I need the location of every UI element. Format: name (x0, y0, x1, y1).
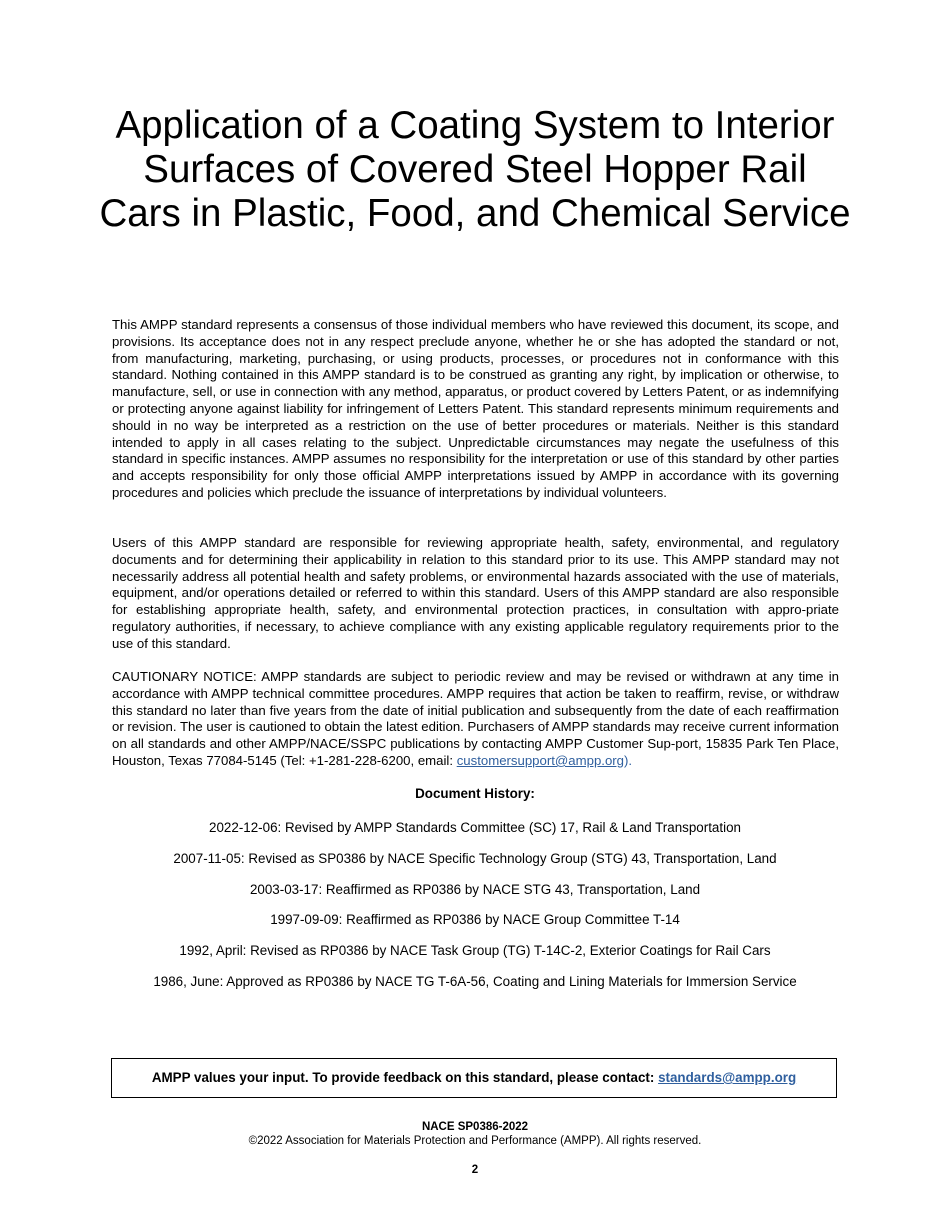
page-number: 2 (471, 1164, 479, 1176)
history-entry: 1997-09-09: Reaffirmed as RP0386 by NACE Group Committee T-14 (270, 912, 680, 928)
history-entry: 1992, April: Revised as RP0386 by NACE Task Group (TG) T-14C-2, Exterior Coatings for Rail Cars (179, 943, 771, 959)
standards-email-link[interactable]: standards@ampp.org (658, 1070, 797, 1085)
title-line: Application of a Coating System to Interior (115, 104, 835, 147)
history-entry: 2022-12-06: Revised by AMPP Standards Committee (SC) 17, Rail & Land Transportation (209, 820, 741, 835)
history-entry: 1986, June: Approved as RP0386 by NACE TG T-6A-56, Coating and Lining Materials for Immersion Service (153, 973, 797, 989)
feedback-box (111, 1058, 837, 1098)
copyright-notice: ©2022 Association for Materials Protection and Performance (AMPP). All rights reserved. (248, 1135, 702, 1147)
title-line: Cars in Plastic, Food, and Chemical Service (99, 192, 851, 235)
history-entry: 2007-11-05: Revised as SP0386 by NACE Specific Technology Group (STG) 43, Transportation, Land (173, 850, 777, 866)
cautionary-notice-tail: ). (624, 752, 633, 768)
cautionary-notice-paragraph (112, 669, 839, 770)
feedback-text: AMPP values your input. To provide feedback on this standard, please contact: (151, 1070, 659, 1085)
consensus-paragraph: This AMPP standard represents a consensus of those individual members who have reviewed this document, its scope, and provisions. Its acceptance does not in any respect preclude anyone, whether he or she has adopted the standard or not, from manufacturing, marketing, purchasing, or using products, processes, or procedures not in conformance with this standard. Nothing contained in this AMPP standard is to be construed as granting any right, by implication or otherwise, to manufacture, sell, or use in connection with any method, apparatus, or product covered by Letters Patent, or as indemnifying or protecting anyone against liability for infringement of Letters Patent. This standard represents minimum requirements and should in no way be interpreted as a restriction on the use of better procedures or materials. Neither is this standard intended to apply in all cases relating to the subject. Unpredictable circumstances may negate the usefulness of this standard in specific instances. AMPP assumes no responsibility for the interpretation or use of this standard by other parties and accepts responsibility for only those official AMPP interpretations issued by AMPP in accordance with its governing procedures and policies which preclude the issuance of interpretations by individual volunteers. (112, 317, 839, 500)
users-responsibility-paragraph: Users of this AMPP standard are responsible for reviewing appropriate health, safety, environmental, and regulatory documents and for determining their applicability in relation to this standard prior to its use. This AMPP standard may not necessarily address all potential health and safety problems, or environmental hazards associated with the use of materials, equipment, and/or operations detailed or referred to within this standard. Users of this AMPP standard are also responsible for establishing appropriate health, safety, and environmental protection practices, in consultation with appro-priate regulatory authorities, if necessary, to achieve compliance with any existing applicable regulatory requirements prior to the use of this standard. (112, 535, 839, 651)
history-entry: 2003-03-17: Reaffirmed as RP0386 by NACE STG 43, Transportation, Land (249, 881, 701, 897)
standard-code: NACE SP0386-2022 (421, 1121, 529, 1133)
title-line: Surfaces of Covered Steel Hopper Rail (143, 148, 807, 191)
document-history-heading: Document History: (415, 786, 535, 801)
document-history-list (0, 819, 950, 1004)
cautionary-notice-text: CAUTIONARY NOTICE: AMPP standards are subject to periodic review and may be revised or withdrawn at any time in accordance with AMPP technical committee procedures. AMPP requires that action be taken to reaffirm, revise, or withdraw this standard no later than five years from the date of initial publication and subsequently from the date of each reaffirmation or revision. The user is cautioned to obtain the latest edition. Purchasers of AMPP standards may receive current information on all standards and other AMPP/NACE/SSPC publications by contacting AMPP Customer Sup-port, 15835 Park Ten Place, Houston, Texas 77084-5145 (Tel: +1-281-228-6200, email: (112, 669, 839, 768)
customer-support-email-link[interactable]: customersupport@ampp.org (456, 752, 625, 768)
document-title (80, 104, 870, 236)
